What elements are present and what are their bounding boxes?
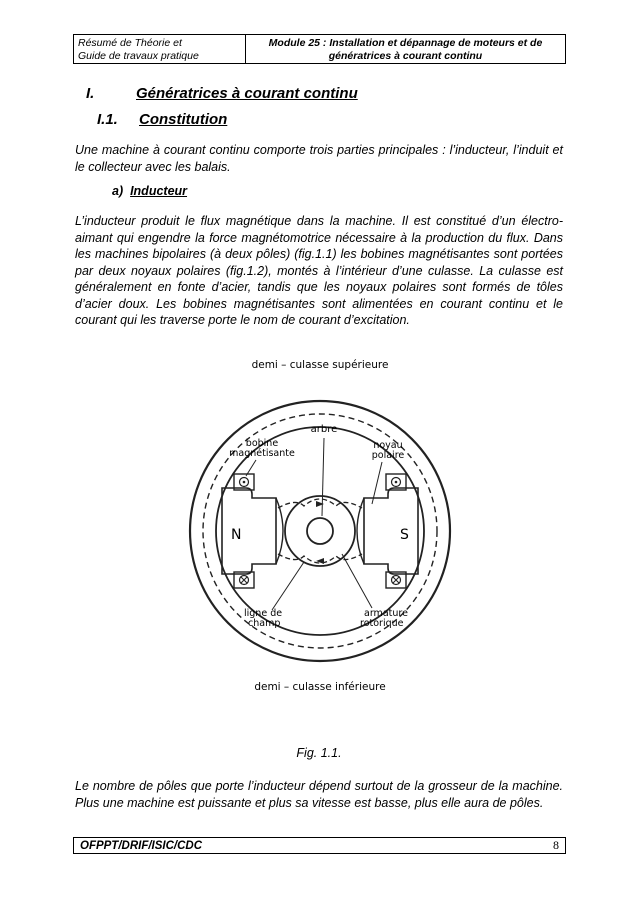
intro-paragraph: Une machine à courant continu comporte trois parties principales : l’inducteur, l’induit et le collecteur avec les balais.: [75, 143, 563, 174]
current-in-cross: [393, 577, 399, 583]
leader-ligne: [272, 562, 304, 610]
footer-org: OFPPT/DRIF/ISIC/CDC: [80, 839, 203, 852]
label-bobine-line1: bobine: [245, 438, 279, 449]
current-in-cross: [241, 577, 247, 583]
page-number: 8: [553, 838, 559, 852]
label-ligne-line2: champ: [248, 618, 281, 629]
subsection-title: Constitution: [139, 111, 228, 128]
subsubsection-title: Inducteur: [130, 184, 188, 198]
poles-paragraph: Le nombre de pôles que porte l’inducteur dépend surtout de la grosseur de la machine. Plus une machine est puissante et plus sa vitesse est basse, plus elle aura de pôles.: [75, 779, 563, 810]
pole-n-label: N: [231, 527, 242, 543]
inducteur-paragraph: L’inducteur produit le flux magnétique dans la machine. Il est constitué d’un électro-aimant qui engendre la force magnétomotrice nécessaire à la production du flux. Dans les machines bipolaires (à deux pôles) (fig.1.1) les bobines magnétisantes sont portées par deux noyaux polaires (fig.1.2), montés à l’intérieur d’une culasse. La culasse est généralement en fonte d’acier, tandis que les noyaux polaires sont formés de tôles d’acier doux. Les bobines magnétisantes sont alimentées en courant continu et le courant qui les traverse porte le nom de courant d’excitation.: [75, 214, 563, 327]
label-armature-line1: armature: [364, 608, 408, 619]
label-bobine-line2: magnétisante: [229, 448, 295, 459]
current-out-dot: [243, 481, 246, 484]
figure-caption: Fig. 1.1.: [296, 746, 342, 760]
page-footer: [73, 837, 566, 854]
leader-armature: [342, 554, 372, 608]
header-right-line1: Module 25 : Installation et dépannage de moteurs et de: [268, 37, 543, 49]
label-arbre: arbre: [310, 424, 338, 435]
label-armature-line2: rotorique: [360, 618, 404, 629]
section-number: I.: [86, 85, 95, 102]
header-left-cell: [74, 35, 246, 63]
label-ligne-line1: ligne de: [244, 608, 283, 619]
page-header: [73, 34, 566, 64]
rotor-armature: [285, 496, 355, 566]
header-right-cell: [246, 35, 565, 63]
subsubsection-heading: [112, 184, 187, 198]
subsection-number: I.1.: [97, 111, 118, 128]
label-noyau-line1: noyau: [373, 440, 403, 451]
current-out-dot: [395, 481, 398, 484]
section-title: Génératrices à courant continu: [136, 85, 358, 102]
pole-s-label: S: [400, 527, 409, 543]
section-heading: [86, 85, 358, 102]
label-top-yoke: demi – culasse supérieure: [251, 359, 389, 371]
header-left-line2: Guide de travaux pratique: [78, 50, 199, 62]
header-right-line2: génératrices à courant continu: [328, 50, 483, 62]
yoke-outer-ring: [190, 401, 450, 661]
south-pole-piece: [364, 488, 418, 574]
header-left-line1: Résumé de Théorie et: [78, 37, 182, 49]
subsubsection-letter: a): [112, 184, 124, 198]
label-noyau-line2: polaire: [371, 450, 405, 461]
subsection-heading: [97, 111, 227, 128]
motor-diagram: [186, 348, 454, 728]
shaft-circle: [307, 518, 333, 544]
label-bottom-yoke: demi – culasse inférieure: [254, 681, 386, 693]
